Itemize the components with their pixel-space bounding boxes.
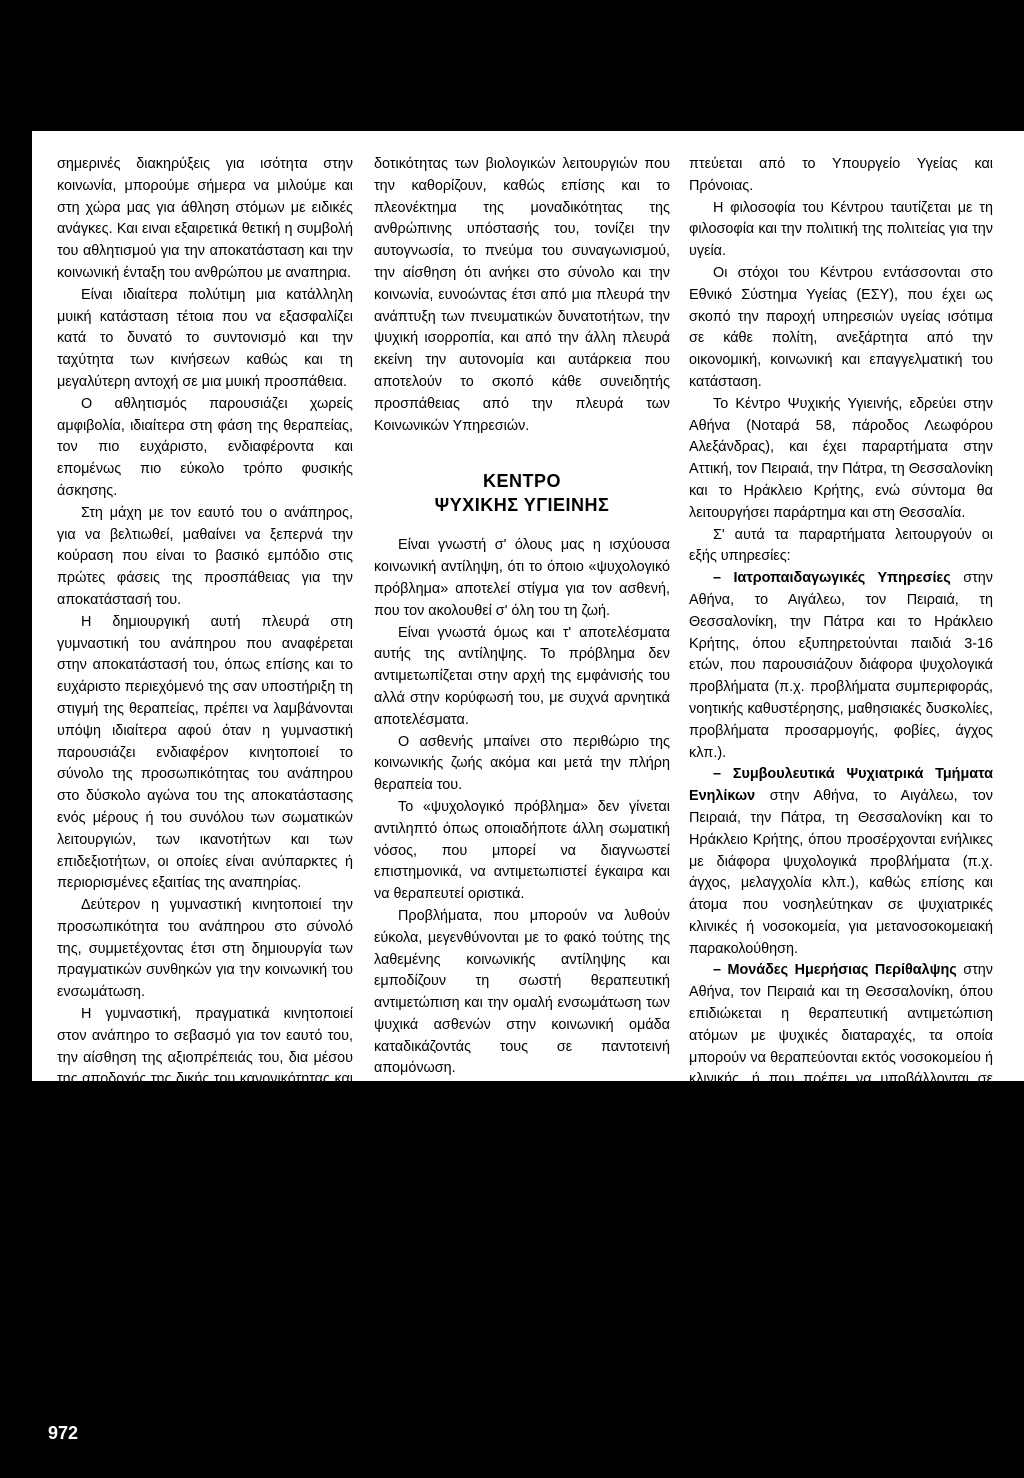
paragraph: πτεύεται από το Υπουργείο Υγείας και Πρόνοιας. bbox=[689, 156, 993, 194]
heading-line: ΨΥΧΙΚΗΣ ΥΓΙΕΙΝΗΣ bbox=[434, 495, 610, 516]
paragraph: δοτικότητας των βιολογικών λειτουργιών που την καθορίζουν, καθώς επίσης και το πλεονέκτημα της μοναδικότητας της ανθρώπινης υπόστασής του, τονίζει την αυτογνωσία, το πνεύμα του συναγωνισμού, την αίσθηση ότι ανήκει στο σύνολο και την κοινωνία, ευνοώντας έτσι από μια πλευρά την ανάπτυξη των πνευματικών δυνατοτήτων, την ψυχική ισορροπία, και από την άλλη πλευρά εκείνη την αυτονομία και αυτάρκεια που αποτελούν το σκοπό κάθε συνειδητής προσπάθειας από την πλευρά των Κοινωνικών Υπηρεσιών. bbox=[374, 156, 670, 434]
page-sheet bbox=[32, 131, 1024, 1142]
section-heading bbox=[374, 469, 670, 517]
paragraph: Είναι γνωστά όμως και τ' αποτελέσματα αυτής της αντίληψης. Το πρόβλημα δεν αντιμετωπίζεται στην αρχή της εμφάνισής του αλλά στην κορύφωσή του, με συχνά αρνητικά αποτελέσματα. bbox=[374, 624, 670, 728]
paragraph: Στη μάχη με τον εαυτό του ο ανάπηρος, για να βελτιωθεί, μαθαίνει να ξεπερνά την κούραση που είναι το βασικό εμπόδιο στις πρώτες φάσεις της προσπάθειας για την αποκατάστασή του. bbox=[57, 504, 353, 608]
heading-line: ΚΕΝΤΡΟ bbox=[482, 471, 561, 492]
paragraph: Η γυμναστική, πραγματικά κινητοποιεί στον ανάπηρο το σεβασμό για τον εαυτό του, την αίσθηση της αξιοπρέπειάς του, δια μέσου της αποδοχής της δικής του κανονικότητας και της περιορισμένης απο- bbox=[57, 1006, 353, 1110]
service-text: στην Αθήνα, τον Πειραιά και τη Θεσσαλονίκη, όπου επιδιώκεται η θεραπευτική αντιμετώπιση ατόμων με ψυχικές διαταραχές, τα οποία μπορούν να θεραπεύονται εκτός νοσοκομείου ή κλινικής, ή που πρέπει να υποβάλλονται σε συστηματική θεραπεία μετά την έξοδό τους από το νοσοκομείο. bbox=[689, 962, 993, 1132]
page-number: 972 bbox=[48, 1423, 79, 1443]
paragraph: Προβλήματα, που μπορούν να λυθούν εύκολα, μεγενθύνονται με το φακό τούτης της λαθεμένης κοινωνικής αντίληψης και εμποδίζουν τη σωστή θεραπευτική αντιμετώπιση και την ομαλή ενσωμάτωση των ψυχικά ασθενών στην κοινωνική ομάδα καταδικάζοντάς τους σε παντοτεινή απομόνωση. bbox=[374, 907, 670, 1077]
paragraph: Το «ψυχολογικό πρόβλημα» δεν γίνεται αντιληπτό όπως οποιαδήποτε άλλη σωματική νόσος, που μπορεί να διαγνωστεί επιστημονικά, να αντιμετωπιστεί έγκαιρα και να θεραπευτεί οριστικά. bbox=[374, 798, 670, 903]
paragraph: Οι στόχοι του Κέντρου εντάσσονται στο Εθνικό Σύστημα Υγείας (ΕΣΥ), που έχει ως σκοπό την παροχή υπηρεσιών υγείας ισότιμα σε κάθε πολίτη, ανεξάρτητα από την οικονομική, κοινωνική και επαγγελματική του κατάσταση. bbox=[689, 264, 993, 390]
paragraph: Ο αθλητισμός παρουσιάζει χωρείς αμφιβολία, ιδιαίτερα στη φάση της θεραπείας, τον πιο ευχάριστο, ενδιαφέροντα και επομένως πιο εύκολο τρόπο φυσικής άσκησης. bbox=[57, 395, 353, 499]
service-paragraph bbox=[689, 764, 993, 960]
service-text: στην Αθήνα, το Αιγάλεω, τον Πειραιά, τη Θεσσαλονίκη, την Πάτρα και το Ηράκλειο Κρήτης, όπου εξυπηρετούνται παιδιά 3-16 ετών, που παρουσιάζουν διάφορα ψυχολογικά προβλήματα (π.χ. προβλήματα συμπεριφοράς, νοητικής καθυστέρησης, μαθησιακές δυσκολίες, προβλήματα προσαρμογής, φοβίες, άγχος κλπ.). bbox=[689, 570, 993, 761]
service-title: – Μονάδες Ημερήσιας Περίθαλψης bbox=[713, 962, 957, 979]
paragraph: Το Κέντρο Ψυχικής Υγιεινής (Κ.Ψ.Υ.) είναι κοινοφελές ίδρυμα που χρηματοδοτείται και επο- bbox=[374, 1082, 670, 1142]
paragraph: Το Κέντρο Ψυχικής Υγιεινής, εδρεύει στην Αθήνα (Νοταρά 58, πάροδος Λεωφόρου Αλεξάνδρας), και έχει παραρτήματα στην Αττική, τον Πειραιά, την Πάτρα, τη Θεσσαλονίκη και το Ηράκλειο Κρήτης, ενώ σύντομα θα λειτουργήσει παράρτημα και στη Θεσσαλία. bbox=[689, 395, 993, 521]
service-title: – Ιατροπαιδαγωγικές Υπηρεσίες bbox=[713, 570, 951, 587]
column-3 bbox=[689, 154, 993, 1135]
column-2 bbox=[374, 154, 670, 1146]
paragraph: Η δημιουργική αυτή πλευρά στη γυμναστική του ανάπηρου που αναφέρεται στην αποκατάστασή του, όπως επίσης και το ευχάριστο περιεχόμενό της σαν υποστήριξη τη στιγμή της θεραπείας, πρέπει να λαμβάνονται υπόψη ιδιαίτερα αφού όταν η γυμναστική παρουσιάζει ενδιαφέρον κινητοποιεί το σύνολο της προσωπικότητας του ανάπηρου στο δύσκολο αγώνα του της αποκατάστασης ενός μέρους ή του συνόλου των σωματικών λειτουργιών, των ικανοτήτων και των επιδεξιοτήτων, οι οποίες είναι ανύπαρκτες ή περιορισμένες εξαιτίας της αναπηρίας. bbox=[57, 613, 353, 892]
service-paragraph bbox=[689, 568, 993, 764]
service-paragraph bbox=[689, 960, 993, 1134]
paragraph: Σ' αυτά τα παραρτήματα λειτουργούν οι εξής υπηρεσίες: bbox=[689, 526, 993, 565]
paragraph: Ο ασθενής μπαίνει στο περιθώριο της κοινωνικής ζωής ακόμα και μετά την πλήρη θεραπεία του. bbox=[374, 733, 670, 794]
paragraph: σημερινές διακηρύξεις για ισότητα στην κοινωνία, μπορούμε σήμερα να μιλούμε και στη χώρα μας για άθληση στόμων με ειδικές ανάγκες. Και ειναι εξαιρετικά θετική η συμβολή του αθλητισμού για την αποκατάσταση και την κοινωνική ένταξη του ανθρώπου με αναπηρια. bbox=[57, 156, 353, 281]
service-text: στην Αθήνα, το Αιγάλεω, τον Πειραιά, την Πάτρα, τη Θεσσαλονίκη και το Ηράκλειο Κρήτης, όπου προσέρχονται ενήλικες με διάφορα ψυχολογικά προβλήματα (π.χ. άγχος, μελαγχολία κλπ.), καθώς επίσης και άτομα που νοσηλεύτηκαν σε ψυχιατρικές κλινικές ή νοσοκομεία, για μετανοσοκομειακή παρακολούθηση. bbox=[689, 788, 993, 957]
paragraph: Είναι γνωστή σ' όλους μας η ισχύουσα κοινωνική αντίληψη, ότι το όποιο «ψυχολογικό πρόβλημα» αποτελεί στίγμα για τον ασθενή, που τον ακολουθεί σ' όλη του τη ζωή. bbox=[374, 537, 670, 619]
paragraph: Η φιλοσοφία του Κέντρου ταυτίζεται με τη φιλοσοφία και την πολιτική της πολιτείας για την υγεία. bbox=[689, 199, 993, 260]
paragraph: Δεύτερον η γυμναστική κινητοποιεί την προσωπικότητα του ανάπηρου στο σύνολό της, συμμετέχοντας έτσι στη δημιουργία των πραγματικών συνθηκών για την κοινωνική του ενσωμάτωση. bbox=[57, 897, 353, 1001]
column-1 bbox=[57, 154, 353, 1113]
service-title: – Συμβουλευτικά Ψυχιατρικά Τμήματα Ενηλίκων bbox=[689, 766, 993, 805]
paragraph: Είναι ιδιαίτερα πολύτιμη μια κατάλληλη μυική κατάσταση τέτοια που να εξασφαλίζει κατά το δυνατό το συντονισμό και την ταχύτητα των κινήσεων καθώς και τη μεγαλύτερη αντοχή σε μια μυική προσπάθεια. bbox=[57, 286, 353, 390]
